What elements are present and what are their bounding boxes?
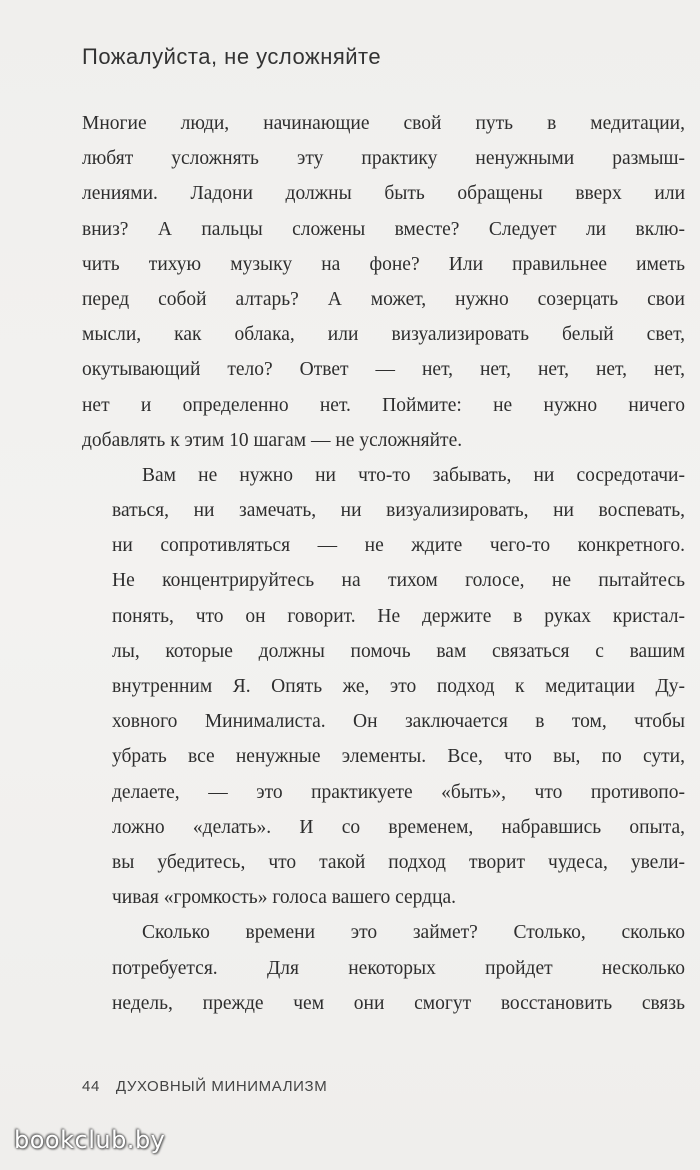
running-title: ДУХОВНЫЙ МИНИМАЛИЗМ bbox=[115, 1078, 328, 1095]
text-line: ваться, ни замечать, ни визуализировать, ни воспевать, bbox=[112, 500, 685, 522]
text-line: мысли, как облака, или визуализировать белый свет, bbox=[82, 324, 685, 346]
text-line: недель, прежде чем они смогут восстановить связь bbox=[112, 992, 685, 1014]
text-line: нет и определенно нет. Поймите: не нужно ничего bbox=[82, 394, 685, 416]
text-line: чить тихую музыку на фоне? Или правильнее иметь bbox=[82, 253, 685, 275]
text-line: делаете, — это практикуете «быть», что противопо- bbox=[112, 781, 685, 803]
text-line: ни сопротивляться — не ждите чего-то конкретного. bbox=[112, 535, 685, 557]
text-line: вниз? А пальцы сложены вместе? Следует ли вклю- bbox=[82, 218, 685, 240]
page-footer bbox=[82, 1078, 327, 1095]
paragraph-1 bbox=[82, 106, 685, 458]
text-line: добавлять к этим 10 шагам — не усложняйте. bbox=[82, 429, 463, 451]
paragraph-2 bbox=[82, 458, 685, 915]
text-line: перед собой алтарь? А может, нужно созерцать свои bbox=[82, 288, 685, 310]
text-line: окутывающий тело? Ответ — нет, нет, нет, нет, нет, bbox=[82, 359, 685, 381]
text-line: Вам не нужно ни что-то забывать, ни сосредотачи- bbox=[142, 464, 685, 486]
text-line: Многие люди, начинающие свой путь в медитации, bbox=[82, 113, 685, 134]
text-line: Сколько времени это займет? Столько, сколько bbox=[142, 922, 685, 944]
text-line: Не концентрируйтесь на тихом голосе, не пытайтесь bbox=[112, 570, 685, 592]
page-number: 44 bbox=[82, 1078, 100, 1095]
section-heading: Пожалуйста, не усложняйте bbox=[82, 44, 382, 69]
text-line: потребуется. Для некоторых пройдет несколько bbox=[112, 957, 685, 979]
text-line: ложно «делать». И со временем, набравшись опыта, bbox=[112, 816, 685, 838]
text-line: ховного Минималиста. Он заключается в том, чтобы bbox=[112, 711, 685, 733]
text-line: лы, которые должны помочь вам связаться с вашим bbox=[112, 640, 685, 662]
text-line: лениями. Ладони должны быть обращены вверх или bbox=[82, 183, 685, 205]
body-text bbox=[82, 106, 685, 1021]
text-line: понять, что он говорит. Не держите в руках кристал- bbox=[112, 605, 685, 627]
text-line: чивая «громкость» голоса вашего сердца. bbox=[112, 887, 457, 909]
text-line: внутренним Я. Опять же, это подход к медитации Ду- bbox=[112, 676, 685, 697]
paragraph-3 bbox=[82, 915, 685, 1021]
text-line: любят усложнять эту практику ненужными размыш- bbox=[82, 148, 685, 170]
text-line: убрать все ненужные элементы. Все, что вы, по сути, bbox=[112, 746, 685, 768]
watermark-logo: bookclub.by bbox=[14, 1126, 166, 1154]
text-line: вы убедитесь, что такой подход творит чудеса, увели- bbox=[112, 851, 685, 873]
